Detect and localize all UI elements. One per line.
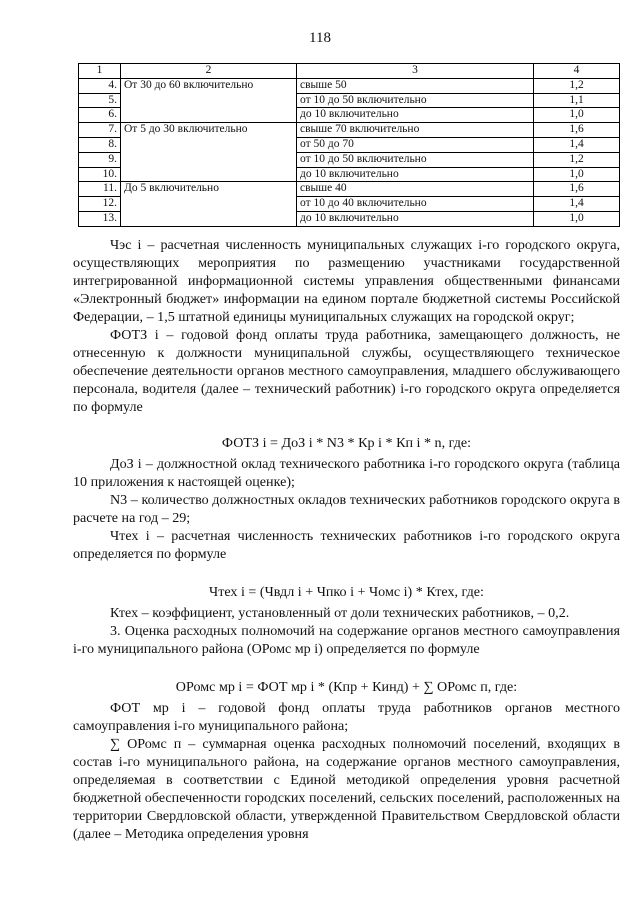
row-range: свыше 50: [297, 78, 534, 93]
header-col-1: 1: [79, 64, 121, 79]
row-range: от 10 до 40 включительно: [297, 197, 534, 212]
row-group-label: До 5 включительно: [121, 182, 297, 226]
table-row: [79, 123, 620, 138]
row-coefficient: 1,2: [534, 78, 620, 93]
table-header-row: [79, 64, 620, 79]
row-coefficient: 1,0: [534, 108, 620, 123]
row-group-label: От 30 до 60 включительно: [121, 78, 297, 122]
table-row: [79, 78, 620, 93]
row-number: 12.: [79, 197, 121, 212]
row-coefficient: 1,0: [534, 211, 620, 226]
row-range: свыше 70 включительно: [297, 123, 534, 138]
formula-oroms: ОРомс мр i = ФОТ мр i * (Кпр + Кинд) + ∑ ОРомс п, где:: [175, 679, 518, 695]
paragraph-chteh: Чтех i – расчетная численность технических работников i-го городского округа определяется по формуле: [73, 528, 620, 562]
row-range: от 10 до 50 включительно: [297, 93, 534, 108]
table-row: [79, 182, 620, 197]
header-col-2: 2: [121, 64, 297, 79]
row-number: 9.: [79, 152, 121, 167]
row-range: от 50 до 70: [297, 137, 534, 152]
row-number: 13.: [79, 211, 121, 226]
paragraph-doz: ДоЗ i – должностной оклад технического работника i-го городского округа (таблица 10 приложения к настоящей оценке);: [73, 456, 620, 490]
row-range: до 10 включительно: [297, 211, 534, 226]
row-number: 8.: [79, 137, 121, 152]
row-coefficient: 1,6: [534, 123, 620, 138]
row-coefficient: 1,6: [534, 182, 620, 197]
row-coefficient: 1,2: [534, 152, 620, 167]
row-number: 4.: [79, 78, 121, 93]
row-coefficient: 1,4: [534, 137, 620, 152]
row-number: 5.: [79, 93, 121, 108]
paragraph-sum-oroms: ∑ ОРомс п – суммарная оценка расходных полномочий поселений, входящих в состав i-го муниципального района, на содержание органов местного самоуправления, определяемая в соответствии с Единой методикой определения уровня расчетной бюджетной обеспеченности городских поселений, сельских поселений, расположенных на территории Свердловской области, утвержденной Правительством Свердловской области (далее – Методика определения уровня: [73, 736, 620, 842]
paragraph-kteh: Ктех – коэффициент, установленный от доли технических работников, – 0,2.: [110, 605, 570, 621]
page-number: 118: [309, 30, 331, 46]
paragraph-fot-mr: ФОТ мр i – годовой фонд оплаты труда работников органов местного самоуправления i-го муниципального района;: [73, 700, 620, 734]
paragraph-fotz: ФОТЗ i – годовой фонд оплаты труда работника, замещающего должность, не отнесенную к должности муниципальной службы, осуществляющего техническое обеспечение деятельности органов местного самоуправления, младшего обслуживающего персонала, водителя (далее – технический работник) i-го городского округа определяется по формуле: [73, 327, 620, 415]
row-number: 11.: [79, 182, 121, 197]
paragraph-n3: N3 – количество должностных окладов технических работников городского округа в расчете на год – 29;: [73, 492, 620, 526]
formula-chteh: Чтех i = (Чвдл i + Чпко i + Чомс i) * Ктех, где:: [209, 584, 484, 600]
paragraph-oroms-intro: 3. Оценка расходных полномочий на содержание органов местного самоуправления i-го муниципального района (ОРомс мр i) определяется по формуле: [73, 623, 620, 657]
row-range: до 10 включительно: [297, 167, 534, 182]
formula-fotz: ФОТЗ i = ДоЗ i * N3 * Кр i * Кп i * n, где:: [221, 435, 472, 451]
coefficient-table: [78, 63, 620, 227]
header-col-3: 3: [297, 64, 534, 79]
row-range: свыше 40: [297, 182, 534, 197]
row-number: 7.: [79, 123, 121, 138]
row-coefficient: 1,0: [534, 167, 620, 182]
body-text: [73, 236, 620, 843]
row-group-label: От 5 до 30 включительно: [121, 123, 297, 182]
header-col-4: 4: [534, 64, 620, 79]
row-coefficient: 1,1: [534, 93, 620, 108]
row-range: от 10 до 50 включительно: [297, 152, 534, 167]
row-number: 10.: [79, 167, 121, 182]
row-range: до 10 включительно: [297, 108, 534, 123]
row-number: 6.: [79, 108, 121, 123]
paragraph-chs: Чэс i – расчетная численность муниципальных служащих i-го городского округа, осуществляющих мероприятия по размещению участниками государственной интегрированной информационной системы управления общественными финансами «Электронный бюджет» информации на едином портале бюджетной системы Российской Федерации, – 1,5 штатной единицы муниципальных служащих на городской округ;: [73, 237, 620, 325]
row-coefficient: 1,4: [534, 197, 620, 212]
